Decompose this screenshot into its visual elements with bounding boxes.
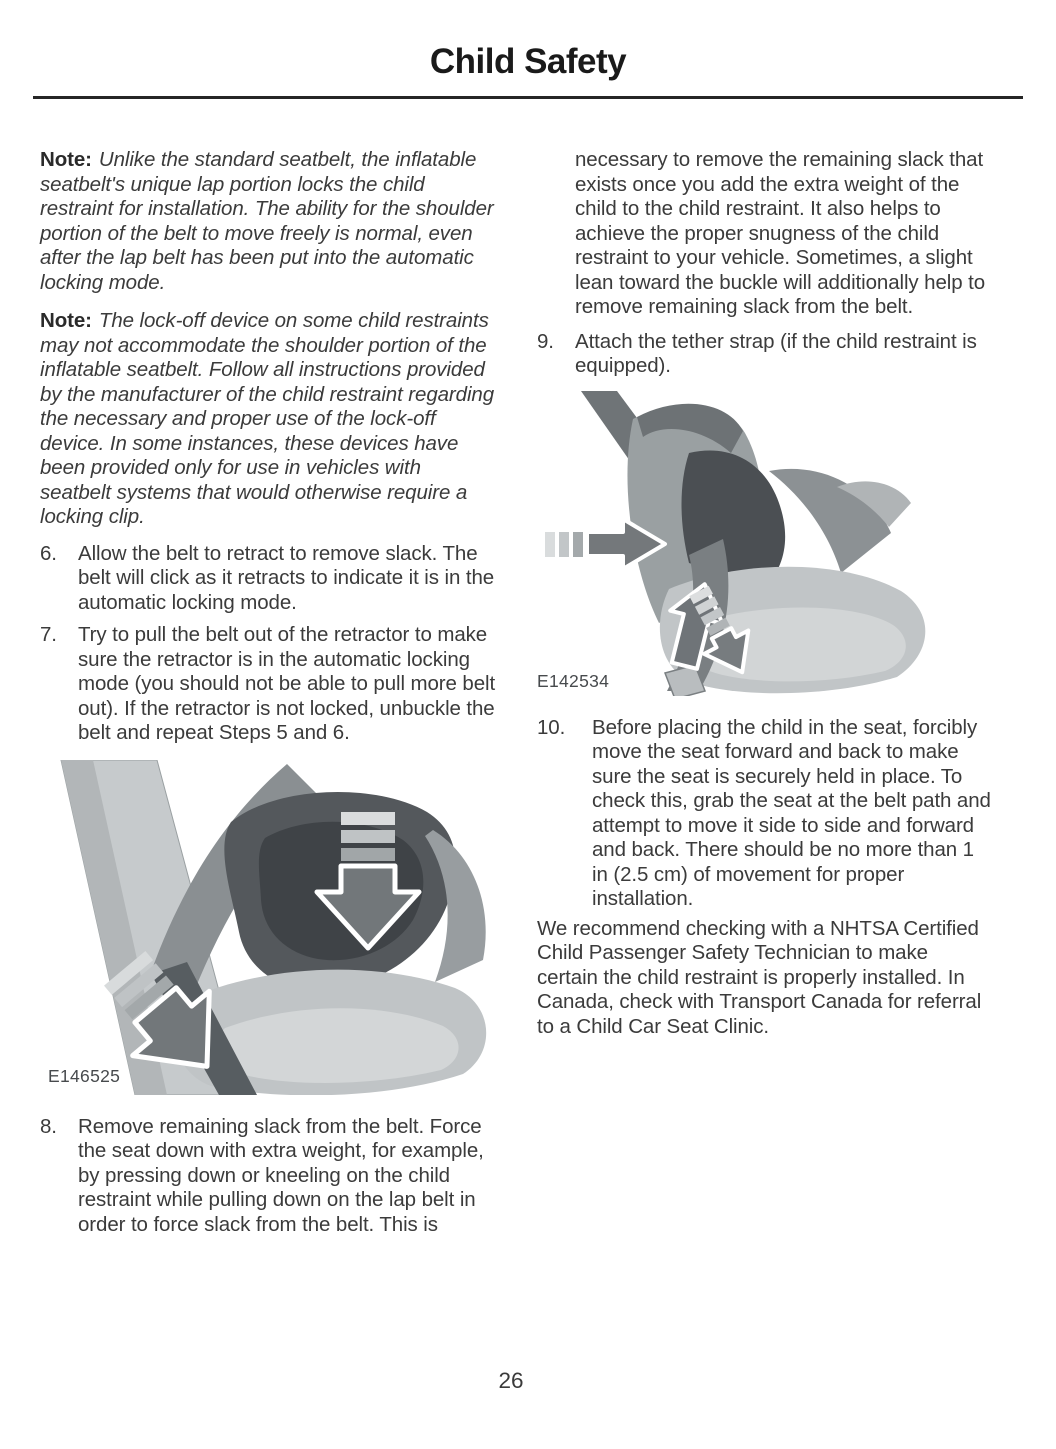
figure-child-seat-tether: [537, 391, 957, 696]
child-seat-illustration-2: [537, 391, 957, 696]
note-text: Unlike the standard seatbelt, the inflatable seatbelt's unique lap portion locks the child restraint for installation. The ability for the shoulder portion of the belt to move freely is normal, even after the lap belt has been put into the automatic locking mode.: [40, 148, 494, 294]
list-item-9: [537, 330, 994, 379]
figure-child-seat-lap-belt: [35, 760, 515, 1095]
list-text: Before placing the child in the seat, forcibly move the seat forward and back to make sure the seat is securely held in place. To check this, grab the seat at the belt path and attempt to move it side to side and forward and back. There should be no more than 1 in (2.5 cm) of movement for proper installation.: [592, 715, 991, 910]
list-number: 9.: [537, 329, 554, 353]
closing-paragraph: We recommend checking with a NHTSA Certified Child Passenger Safety Technician to make certain the child restraint is properly installed. In Canada, check with Transport Canada for referral to a Child Car Seat Clinic.: [537, 916, 982, 1038]
list-item-8: [40, 1115, 497, 1238]
page-number: 26: [498, 1368, 524, 1393]
note-label: Note:: [40, 309, 92, 332]
list-item-6: [40, 542, 497, 616]
page-title: Child Safety: [429, 42, 627, 81]
figure-label: E146525: [48, 1066, 121, 1086]
list-item-10: [537, 716, 994, 912]
right-column: [537, 146, 994, 1039]
list-text: Try to pull the belt out of the retractor to make sure the retractor is in the automatic locking mode (you should not be able to pull more belt out). If the retractor is not locked, unbuckle the belt and repeat Steps 5 and 6.: [78, 623, 496, 744]
figure-label: E142534: [537, 671, 610, 691]
list-text: Attach the tether strap (if the child restraint is equipped).: [575, 329, 977, 377]
note-paragraph-1: [40, 148, 497, 295]
note-text: The lock-off device on some child restraints may not accommodate the shoulder portion of the inflatable seatbelt. Follow all instructions provided by the manufacturer of the child restraint regarding the necessary and proper use of the lock-off device. In some instances, these devices have been provided only for use in vehicles with seatbelt systems that would otherwise require a locking clip.: [40, 309, 495, 528]
list-text: Remove remaining slack from the belt. Force the seat down with extra weight, for example, by pressing down or kneeling on the child restraint while pulling down on the lap belt in order to force slack from the belt. This is: [78, 1114, 484, 1236]
left-column: [40, 146, 497, 1237]
note-paragraph-2: [40, 309, 497, 530]
list-item-7: [40, 623, 497, 746]
title-divider: [33, 96, 1023, 99]
continuation-paragraph: necessary to remove the remaining slack that exists once you add the extra weight of the child to the child restraint. It also helps to achieve the proper snugness of the child restraint to your vehicle. Sometimes, a slight lean toward the buckle will additionally help to remove remaining slack from the belt.: [575, 148, 986, 318]
list-number: 8.: [40, 1114, 57, 1138]
note-label: Note:: [40, 148, 92, 171]
list-number: 6.: [40, 541, 57, 565]
list-number: 10.: [537, 715, 566, 739]
list-number: 7.: [40, 623, 57, 646]
child-seat-illustration-1: [35, 760, 515, 1095]
seat-cushion-highlight: [217, 1008, 459, 1083]
list-text: Allow the belt to retract to remove slack. The belt will click as it retracts to indicate it is in the automatic locking mode.: [78, 541, 495, 614]
